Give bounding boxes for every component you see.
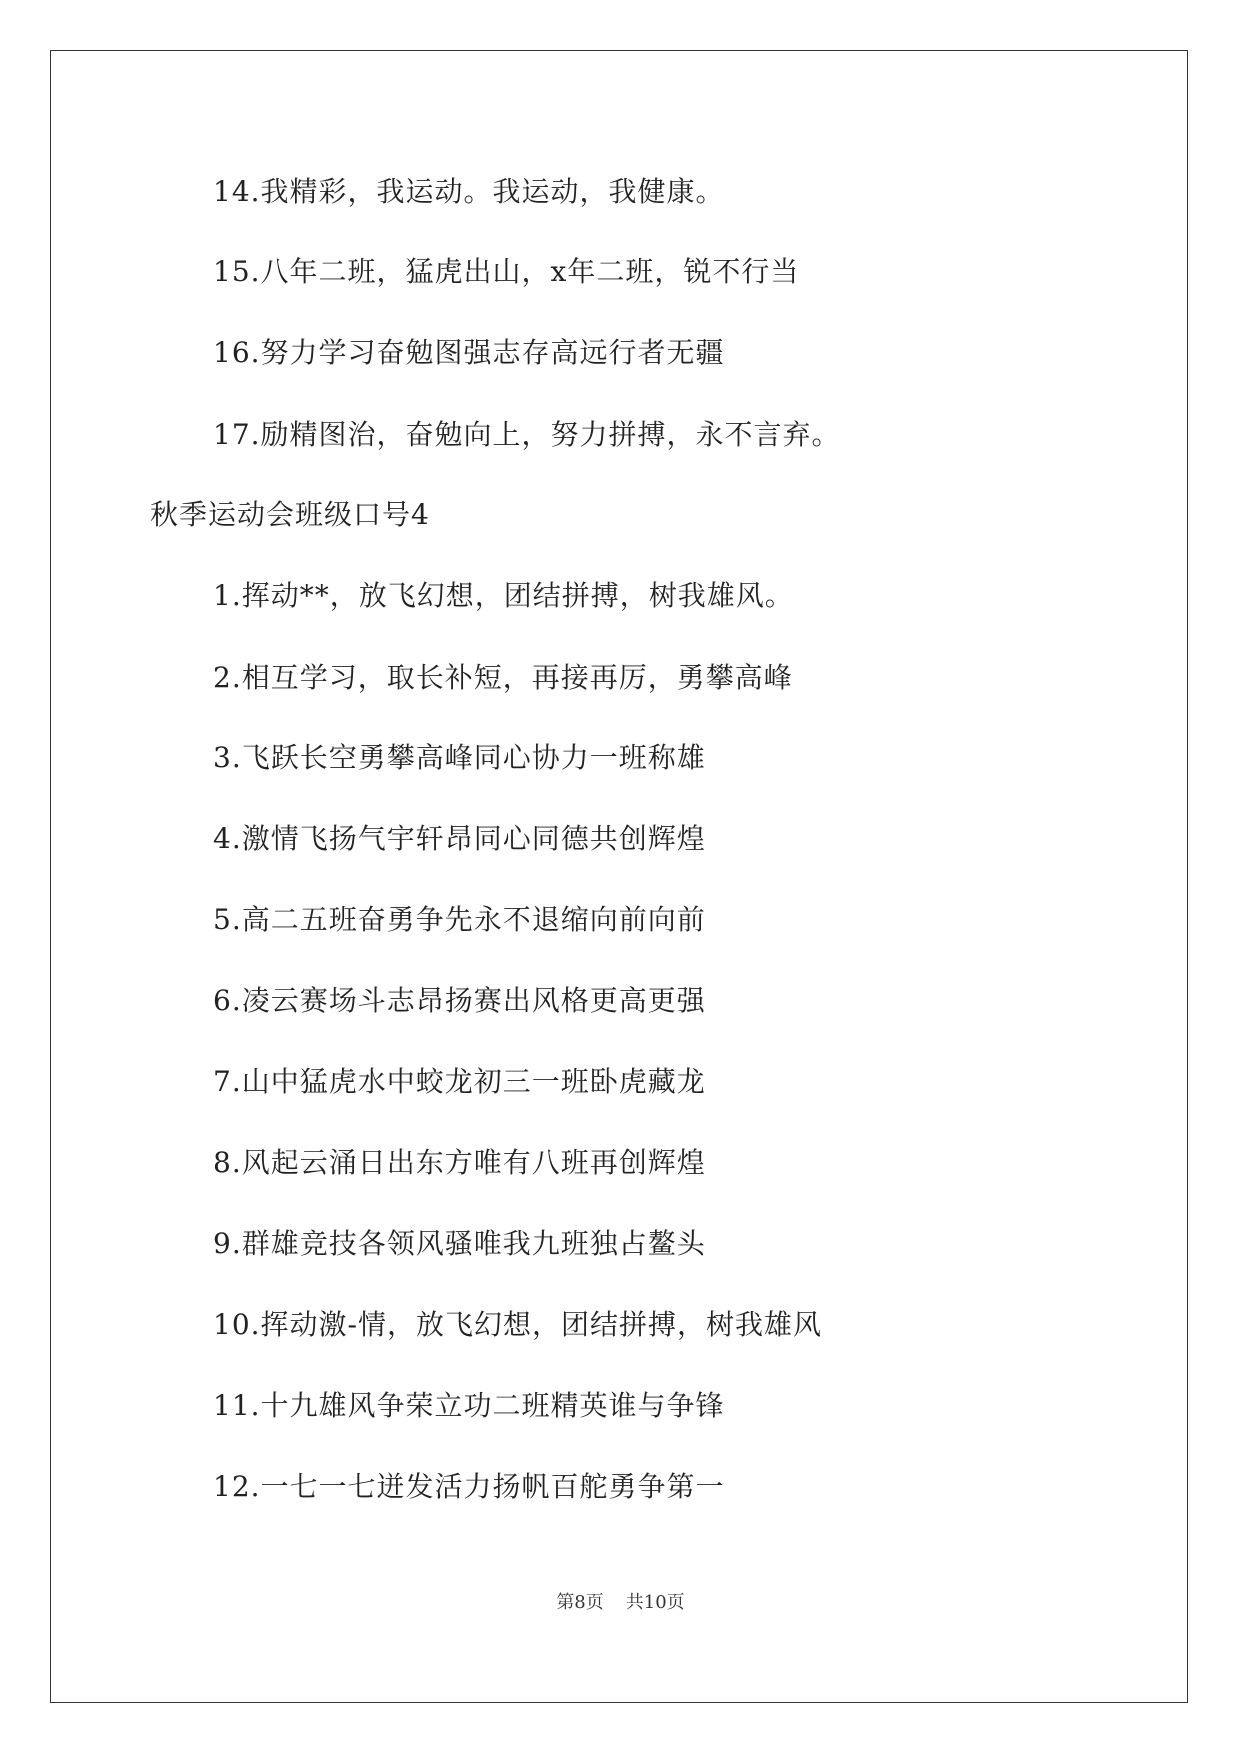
slogan-line: 16.努力学习奋勉图强志存高远行者无疆 xyxy=(213,336,725,369)
slogan-line: 4.激情飞扬气宇轩昂同心同德共创辉煌 xyxy=(213,822,706,855)
page-number-total: 共10页 xyxy=(625,1592,685,1613)
slogan-line: 15.八年二班，猛虎出山，x年二班，锐不行当 xyxy=(213,255,800,288)
slogan-line: 8.风起云涌日出东方唯有八班再创辉煌 xyxy=(213,1146,706,1179)
slogan-line: 3.飞跃长空勇攀高峰同心协力一班称雄 xyxy=(213,741,706,774)
page-footer xyxy=(0,1592,1241,1614)
page-number-current: 第8页 xyxy=(556,1592,604,1613)
slogan-line: 7.山中猛虎水中蛟龙初三一班卧虎藏龙 xyxy=(213,1065,706,1098)
section-heading: 秋季运动会班级口号4 xyxy=(150,498,430,531)
slogan-line: 9.群雄竞技各领风骚唯我九班独占鳌头 xyxy=(213,1227,706,1260)
slogan-line: 11.十九雄风争荣立功二班精英谁与争锋 xyxy=(213,1389,725,1422)
slogan-line: 10.挥动激-情，放飞幻想，团结拼搏，树我雄风 xyxy=(213,1308,822,1341)
slogan-line: 5.高二五班奋勇争先永不退缩向前向前 xyxy=(213,903,706,936)
slogan-line: 6.凌云赛场斗志昂扬赛出风格更高更强 xyxy=(213,984,706,1017)
slogan-line: 12.一七一七迸发活力扬帆百舵勇争第一 xyxy=(213,1470,725,1503)
slogan-line: 2.相互学习，取长补短，再接再厉，勇攀高峰 xyxy=(213,661,793,694)
page-border xyxy=(50,50,1188,1703)
slogan-line: 17.励精图治，奋勉向上，努力拼搏，永不言弃。 xyxy=(213,418,841,451)
slogan-line: 1.挥动**，放飞幻想，团结拼搏，树我雄风。 xyxy=(213,579,794,612)
slogan-line: 14.我精彩，我运动。我运动，我健康。 xyxy=(213,175,725,208)
